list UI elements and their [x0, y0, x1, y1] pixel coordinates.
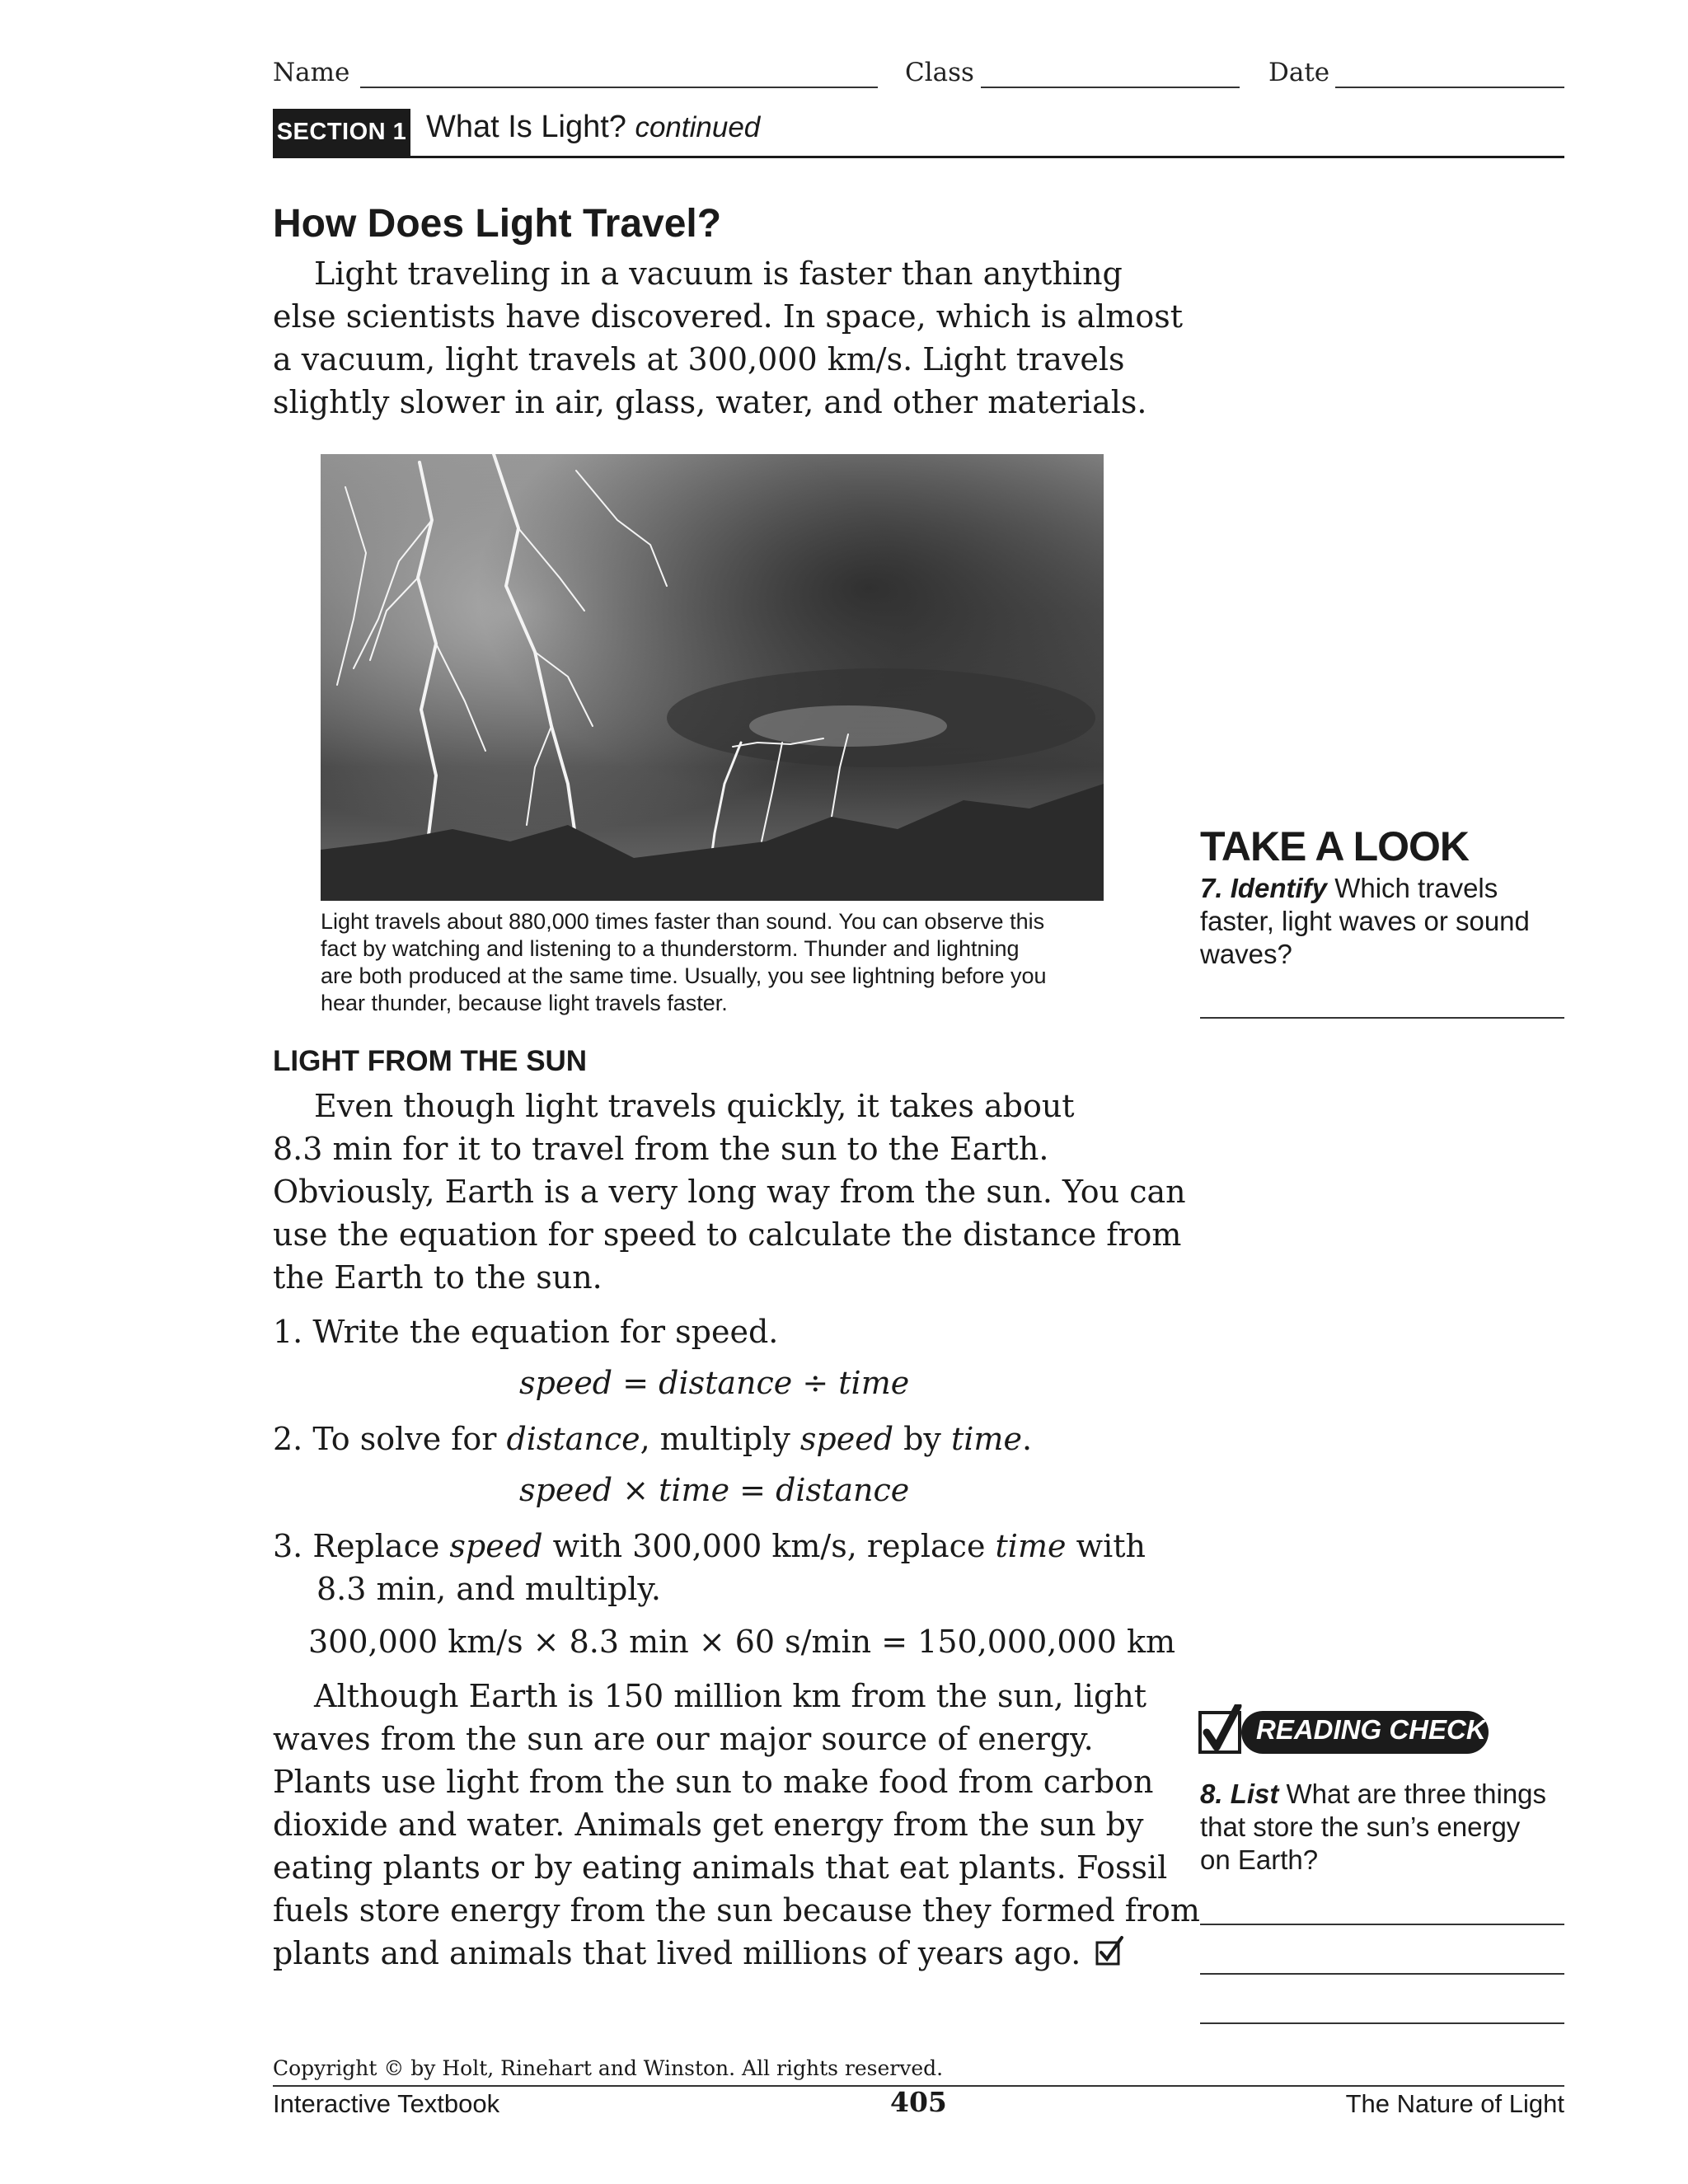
section-title-suffix: continued: [635, 111, 761, 143]
step-1: 1. Write the equation for speed.: [273, 1314, 779, 1350]
reading-check-mark-icon: [1095, 1936, 1125, 1967]
answer-line-q8-3[interactable]: [1200, 2022, 1564, 2024]
take-a-look-title: TAKE A LOOK: [1200, 823, 1470, 869]
question-8-text: What are three things: [1286, 1779, 1547, 1809]
answer-line-q8-1[interactable]: [1200, 1924, 1564, 1925]
step-2-text: 2. To solve for: [273, 1421, 507, 1457]
page-number: 405: [890, 2086, 947, 2118]
step-3-term: speed: [449, 1528, 543, 1564]
answer-line-q8-2[interactable]: [1200, 1973, 1564, 1975]
class-label: Class: [905, 58, 974, 87]
section-rule: [273, 156, 1564, 158]
energy-line: [273, 1932, 1200, 1975]
sun-paragraph: [273, 1085, 1186, 1299]
question-8-label: 8. List: [1200, 1779, 1279, 1809]
energy-line: eating plants or by eating animals that eat plants. Fossil: [273, 1849, 1168, 1886]
step-3-text: with 300,000 km/s, replace: [542, 1528, 996, 1564]
caption-line: Light travels about 880,000 times faster than sound. You can observe this: [321, 909, 1045, 934]
step-2-text: by: [893, 1421, 951, 1457]
sun-line: the Earth to the sun.: [273, 1259, 603, 1296]
question-8-line: that store the sun’s energy: [1200, 1811, 1521, 1842]
step-2-term: distance: [506, 1421, 640, 1457]
subheading: LIGHT FROM THE SUN: [273, 1045, 588, 1077]
question-7-line: [1200, 872, 1530, 905]
question-8-line: on Earth?: [1200, 1844, 1319, 1875]
energy-line: Although Earth is 150 million km from the sun, light: [314, 1678, 1147, 1714]
step-3-term: time: [995, 1528, 1067, 1564]
question-7-label: 7. Identify: [1200, 873, 1328, 903]
lightning-storm-image: [321, 454, 1104, 901]
caption-line: hear thunder, because light travels faster.: [321, 991, 728, 1015]
question-7-text: Which travels: [1334, 873, 1498, 903]
name-label: Name: [273, 58, 350, 87]
intro-line: else scientists have discovered. In space, which is almost: [273, 298, 1183, 335]
equation-2: speed × time = distance: [519, 1472, 910, 1508]
sun-line: Even though light travels quickly, it takes about: [314, 1088, 1075, 1124]
energy-line: Plants use light from the sun to make food from carbon: [273, 1764, 1154, 1800]
intro-line: a vacuum, light travels at 300,000 km/s. Light travels: [273, 341, 1125, 377]
energy-paragraph: [273, 1675, 1200, 1975]
caption-line: fact by watching and listening to a thunderstorm. Thunder and lightning: [321, 936, 1020, 961]
answer-line-q7[interactable]: [1200, 1017, 1564, 1019]
date-field[interactable]: [1335, 87, 1564, 88]
step-3-continued: 8.3 min, and multiply.: [316, 1571, 661, 1607]
section-badge: SECTION 1: [273, 109, 410, 156]
copyright: Copyright © by Holt, Rinehart and Winston. All rights reserved.: [273, 2056, 944, 2080]
question-7-line: faster, light waves or sound: [1200, 906, 1530, 936]
section-title: [426, 110, 760, 145]
name-field[interactable]: [360, 87, 878, 88]
sun-line: 8.3 min for it to travel from the sun to the Earth.: [273, 1131, 1049, 1167]
section-title-text: What Is Light?: [426, 110, 626, 144]
step-2-term: time: [950, 1421, 1022, 1457]
intro-line: Light traveling in a vacuum is faster than anything: [314, 255, 1123, 292]
step-2-term: speed: [799, 1421, 894, 1457]
energy-line: waves from the sun are our major source of energy.: [273, 1721, 1094, 1757]
calculation: 300,000 km/s × 8.3 min × 60 s/min = 150,000,000 km: [308, 1624, 1176, 1660]
step-3-text: 3. Replace: [273, 1528, 450, 1564]
page-title: How Does Light Travel?: [273, 202, 722, 246]
energy-last-line: plants and animals that lived millions of years ago.: [273, 1935, 1081, 1971]
intro-line: slightly slower in air, glass, water, and other materials.: [273, 384, 1147, 420]
intro-paragraph: [273, 252, 1183, 424]
footer-chapter-title: The Nature of Light: [1345, 2089, 1564, 2118]
class-field[interactable]: [981, 87, 1240, 88]
equation-1: speed = distance ÷ time: [519, 1365, 910, 1401]
reading-check-title: READING CHECK: [1256, 1714, 1486, 1745]
question-7: [1200, 872, 1530, 971]
lightning-photo: [321, 454, 1104, 901]
question-8-line: [1200, 1778, 1546, 1811]
step-2-text: , multiply: [640, 1421, 800, 1457]
step-3-text: with: [1066, 1528, 1146, 1564]
step-2: [273, 1418, 1032, 1460]
energy-line: dioxide and water. Animals get energy from the sun by: [273, 1807, 1144, 1843]
sun-line: use the equation for speed to calculate the distance from: [273, 1216, 1182, 1253]
question-7-line: waves?: [1200, 939, 1292, 969]
caption-line: are both produced at the same time. Usually, you see lightning before you: [321, 963, 1047, 988]
step-3: [273, 1525, 1146, 1568]
footer-book-title: Interactive Textbook: [273, 2089, 500, 2118]
date-label: Date: [1268, 58, 1330, 87]
photo-caption: [321, 908, 1112, 1017]
sun-line: Obviously, Earth is a very long way from the sun. You can: [273, 1174, 1186, 1210]
energy-line: fuels store energy from the sun because they formed from: [273, 1892, 1200, 1929]
question-8: [1200, 1778, 1546, 1877]
step-2-text: .: [1021, 1421, 1033, 1457]
reading-check-badge: [1198, 1704, 1492, 1757]
